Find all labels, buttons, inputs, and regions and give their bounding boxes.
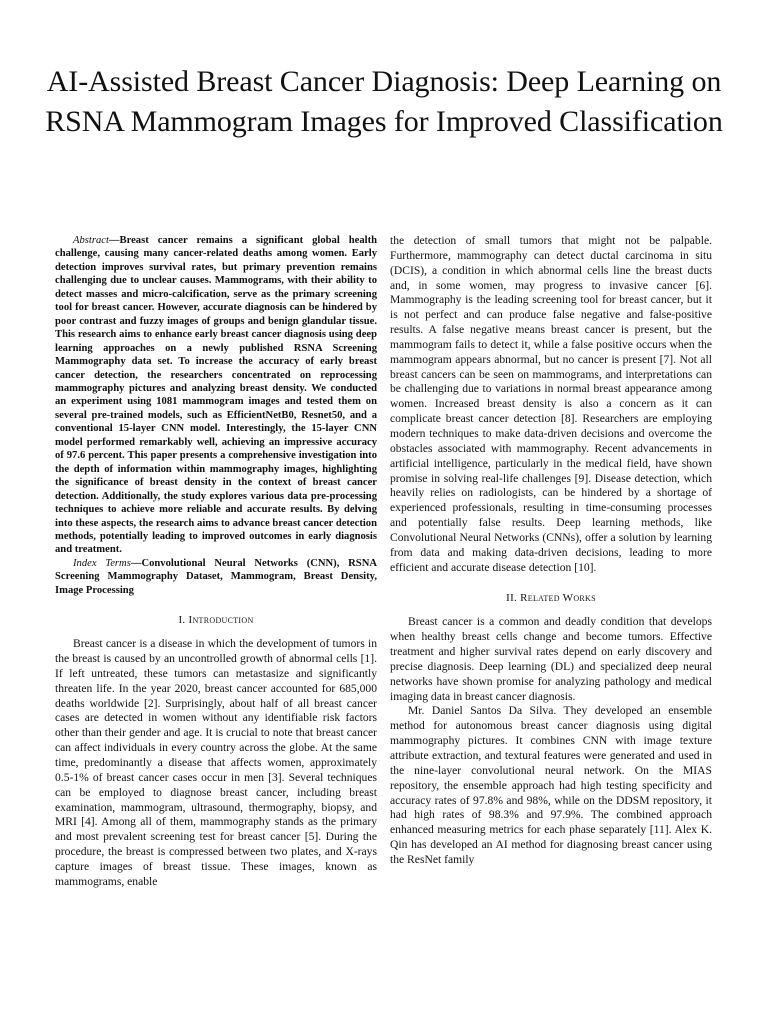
section-title: Introduction bbox=[188, 614, 254, 627]
index-terms bbox=[55, 557, 377, 597]
section-heading-introduction bbox=[55, 613, 377, 627]
section-heading-related-works bbox=[390, 591, 712, 605]
index-terms-lead: Index Terms bbox=[73, 557, 131, 569]
related-works-paragraph: Breast cancer is a common and deadly condition that develops when healthy breast cells change and become tumors. Effective treatment and higher survival rates depend on early discovery and precise diagnosis. Deep learning (DL) and specialized deep neural networks have shown promise for analyzing pathology and medical imaging data in breast cancer diagnosis. bbox=[390, 615, 712, 703]
right-column bbox=[390, 234, 712, 868]
abstract-text: —Breast cancer remains a significant global health challenge, causing many cancer-related deaths among women. Early detection improves survival rates, but primary prevention remains challenging due to unclear causes. Mammograms, with their ability to detect masses and micro-calcification, serve as the primary screening tool for breast cancer. However, accurate diagnosis can be hindered by poor contrast and fuzzy images of groups and benign glandular tissue. This research aims to enhance early breast cancer diagnosis using deep learning approaches on a newly published RSNA Screening Mammography data set. To increase the accuracy of early breast cancer detection, the researchers concentrated on reprocessing mammography pictures and analyzing breast density. We conducted an experiment using 1081 mammogram images and tested them on several pre-trained models, such as EfficientNetB0, Resnet50, and a conventional 15-layer CNN model. Interestingly, the 15-layer CNN model performed remarkably well, achieving an impressive accuracy of 97.6 percent. This paper presents a comprehensive investigation into the depth of information within mammography images, highlighting the significance of breast density in the context of breast cancer detection. Additionally, the study explores various data pre-processing techniques to achieve more reliable and accurate results. By delving into these aspects, the research aims to advance breast cancer detection methods, potentially leading to improved outcomes in early diagnosis and treatment. bbox=[55, 235, 377, 556]
introduction-continuation: the detection of small tumors that might not be palpable. Furthermore, mammography can detect ductal carcinoma in situ (DCIS), a condition in which abnormal cells line the breast ducts and, in some women, may progress to invasive cancer [6]. Mammography is the leading screening tool for breast cancer, but it is not perfect and can produce false negative and false-positive results. A false negative means breast cancer is present, but the mammogram fails to detect it, while a false positive occurs when the mammogram appears abnormal, but no cancer is present [7]. Not all breast cancers can be seen on mammograms, and interpretations can be challenging due to variations in normal breast appearance among women. Increased breast density is also a concern as it can complicate breast cancer detection [8]. Researchers are employing modern techniques to make data-driven decisions and overcome the obstacles associated with mammography. Recent advancements in artificial intelligence, particularly in the medical field, have shown promise in solving real-life challenges [9]. Disease detection, which heavily relies on radiologists, can be hindered by a shortage of experienced professionals, resulting in time-consuming processes and potentially false results. Deep learning methods, like Convolutional Neural Networks (CNNs), offer a solution by learning from data and making data-driven decisions, leading to more efficient and accurate disease detection [10]. bbox=[390, 234, 712, 574]
index-terms-text: —Convolutional Neural Networks (CNN), RSNA Screening Mammography Dataset, Mammogram, Breast Density, Image Processing bbox=[55, 557, 377, 596]
left-column bbox=[55, 234, 377, 890]
introduction-paragraph: Breast cancer is a disease in which the development of tumors in the breast is caused by an uncontrolled growth of abnormal cells [1]. If left untreated, these tumors can metastasize and significantly threaten life. In the year 2020, breast cancer accounted for 685,000 deaths worldwide [2]. Surprisingly, about half of all breast cancer cases are detected in women without any identifiable risk factors other than their gender and age. It is crucial to note that breast cancer can affect individuals in every country across the globe. At the same time, predominantly a disease that affects women, approximately 0.5-1% of breast cancer cases occur in men [3]. Several techniques can be employed to diagnose breast cancer, including breast examination, mammogram, ultrasound, thermography, biopsy, and MRI [4]. Among all of them, mammography stands as the primary and most prevalent screening test for breast cancer [5]. During the procedure, the breast is compressed between two plates, and X-rays capture images of breast tissue. These images, known as mammograms, enable bbox=[55, 637, 377, 888]
paper-title: AI-Assisted Breast Cancer Diagnosis: Deep Learning on RSNA Mammogram Images for Improved Classification bbox=[45, 65, 723, 138]
related-works-paragraph: Mr. Daniel Santos Da Silva. They developed an ensemble method for autonomous breast cancer diagnosis using digital mammography pictures. It combines CNN with image texture attribute extraction, and textural features were generated and used in the nine-layer convolutional neural network. On the MIAS repository, the ensemble approach had high testing specificity and accuracy rates of 97.8% and 98%, while on the DDSM repository, it had high rates of 98.3% and 97.9%. The combined approach enhanced measuring metrics for each phase separately [11]. Alex K. Qin has developed an AI method for diagnosing breast cancer using the ResNet family bbox=[390, 704, 712, 866]
section-number: I. bbox=[178, 614, 189, 627]
abstract bbox=[55, 234, 377, 557]
abstract-lead: Abstract bbox=[73, 235, 109, 246]
section-title: Related Works bbox=[520, 592, 596, 605]
section-number: II. bbox=[506, 592, 521, 605]
